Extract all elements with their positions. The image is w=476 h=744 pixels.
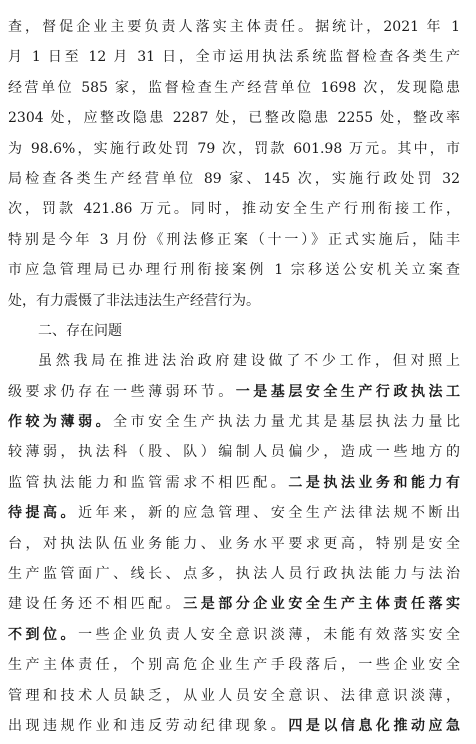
paragraph-statistics	[8, 12, 460, 316]
text-line: 虽然我局在推进法治政府建设做了不少工作，但对照上	[38, 353, 460, 370]
text-run: 一些企业负责人安全意识淡薄，未能有效落实安全	[78, 626, 460, 643]
text-run: 级要求仍存在一些薄弱环节。	[8, 383, 236, 400]
text-line	[8, 468, 460, 498]
text-line: 月 1 日至 12 月 31 日，全市运用执法系统监督检查各类生产	[8, 49, 460, 66]
text-line	[8, 711, 460, 741]
bold-point-2-cont: 待提高。	[8, 505, 79, 522]
text-line: 次，罚款 421.86 万元。同时，推动安全生产行刑衔接工作，	[8, 201, 460, 218]
bold-point-3: 三是部分企业安全生产主体责任落实	[183, 596, 460, 613]
text-line	[8, 407, 460, 437]
text-line: 查，督促企业主要负责人落实主体责任。据统计，2021 年 1	[8, 19, 460, 35]
text-line: 市应急管理局已办理行刑衔接案例 1 宗移送公安机关立案查	[8, 262, 460, 279]
text-line: 为 98.6%，实施行政处罚 79 次，罚款 601.98 万元。其中，市	[8, 140, 460, 157]
bold-point-4: 四是以信息化推动应急	[288, 717, 460, 734]
text-line	[8, 620, 460, 650]
text-run: 出现违规作业和违反劳动纪律现象。	[8, 717, 289, 734]
bold-point-3-cont: 不到位。	[8, 626, 79, 643]
text-run: 近年来，新的应急管理、安全生产法律法规不断出	[78, 505, 460, 522]
text-line: 管理和技术人员缺乏，从业人员安全意识、法律意识淡薄，	[8, 687, 460, 704]
bold-point-1-cont: 作较为薄弱。	[8, 414, 114, 431]
section-heading: 二、存在问题	[38, 322, 122, 339]
text-line: 特别是今年 3 月份《刑法修正案（十一）》正式实施后，陆丰	[8, 231, 460, 248]
text-line: 2304 处，应整改隐患 2287 处，已整改隐患 2255 处，整改率	[8, 110, 460, 127]
bold-point-1: 一是基层安全生产行政执法工	[235, 383, 460, 400]
text-line: 生产主体责任，个别高危企业生产手段落后，一些企业安全	[8, 657, 460, 674]
paragraph-problems	[8, 346, 460, 741]
text-line: 台，对执法队伍业务能力、业务水平要求更高，特别是安全	[8, 535, 460, 552]
text-line	[8, 498, 460, 528]
text-line: 生产监管面广、线长、点多，执法人员行政执法能力与法治	[8, 566, 460, 583]
text-line: 经营单位 585 家，监督检查生产经营单位 1698 次，发现隐患	[8, 79, 460, 96]
text-line: 处，有力震慑了非法违法生产经营行为。	[8, 292, 260, 309]
text-line: 局检查各类生产经营单位 89 家、145 次，实施行政处罚 32	[8, 170, 460, 187]
text-run: 建设任务还不相匹配。	[8, 596, 184, 613]
bold-point-2: 二是执法业务和能力有	[288, 474, 460, 491]
text-run: 全市安全生产执法力量尤其是基层执法力量比	[113, 414, 460, 431]
text-line	[8, 589, 460, 619]
text-run: 监管执法能力和监管需求不相匹配。	[8, 474, 289, 491]
text-line	[8, 377, 460, 407]
text-line: 较薄弱，执法科（股、队）编制人员偏少，造成一些地方的	[8, 444, 460, 461]
